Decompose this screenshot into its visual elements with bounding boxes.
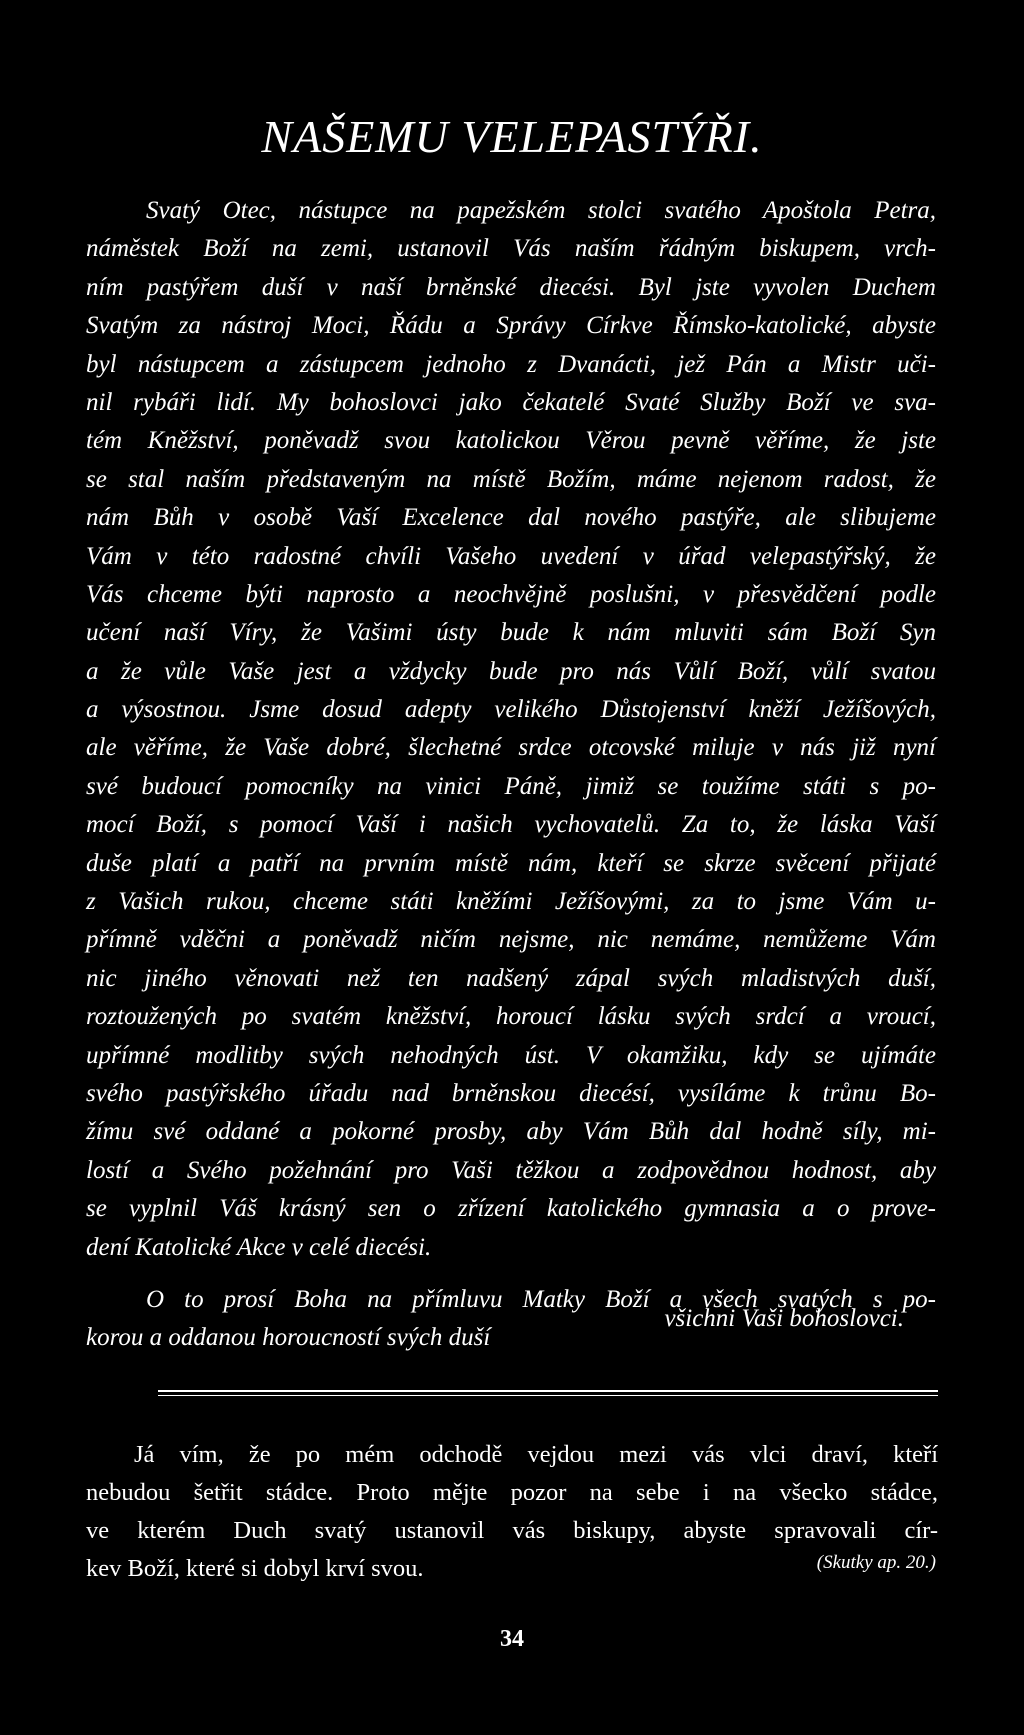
quote-line: Já vím, že po mém odchodě vejdou mezi vás vlci draví, kteří xyxy=(134,1441,938,1468)
text-line: a že vůle Vaše jest a vždycky bude pro nás Vůlí Boží, vůlí svatou xyxy=(86,657,936,685)
text-line: Svatý Otec, nástupce na papežském stolci svatého Apoštola Petra, xyxy=(146,197,936,224)
text-line: Svatým za nástroj Moci, Řádu a Správy Církve Římsko-katolické, abyste xyxy=(86,312,936,340)
text-line: tém Kněžství, poněvadž svou katolickou Věrou pevně věříme, že jste xyxy=(86,427,936,455)
text-line: O to prosí Boha na přímluvu Matky Boží a všech svatých s po- xyxy=(146,1285,936,1313)
text-line: žímu své oddané a pokorné prosby, aby Vám Bůh dal hodně síly, mi- xyxy=(86,1118,936,1146)
paragraph-gap xyxy=(86,1267,936,1281)
page-number: 34 xyxy=(500,1626,524,1652)
text-line: Vás chceme býti naprosto a neochvějně poslušni, v přesvědčení podle xyxy=(86,580,936,608)
text-line: přímně vděčni a poněvadž ničím nejsme, nic nemáme, nemůžeme Vám xyxy=(86,926,936,954)
quote-source: (Skutky ap. 20.) xyxy=(816,1552,936,1573)
text-line: ním pastýřem duší v naší brněnské diecési. Byl jste vyvolen Duchem xyxy=(86,273,936,301)
text-line: dení Katolické Akce v celé diecési. xyxy=(86,1233,432,1261)
text-line: lostí a Svého požehnání pro Vaši těžkou a zodpovědnou hodnost, aby xyxy=(86,1156,936,1184)
text-line: byl nástupcem a zástupcem jednoho z Dvanácti, jež Pán a Mistr uči- xyxy=(86,350,936,378)
text-line: nic jiného věnovati než ten nadšený zápal svých mladistvých duší, xyxy=(86,964,936,992)
quote-line: ve kterém Duch svatý ustanovil vás biskupy, abyste spravovali cír- xyxy=(86,1517,938,1544)
text-line: svého pastýřského úřadu nad brněnskou diecésí, vysíláme k trůnu Bo- xyxy=(86,1079,936,1107)
quote-line: kev Boží, které si dobyl krví svou. xyxy=(86,1555,424,1582)
text-line: učení naší Víry, že Vašimi ústy bude k nám mluviti sám Boží Syn xyxy=(86,619,936,647)
scripture-quote xyxy=(86,1436,938,1588)
text-line: upřímné modlitby svých nehodných úst. V okamžiku, kdy se ujímáte xyxy=(86,1041,936,1069)
signature: všichni Vaši bohoslovci. xyxy=(664,1305,904,1332)
letter-paragraph-1 xyxy=(86,192,936,1267)
text-line: a výsostnou. Jsme dosud adepty velikého Důstojenství kněží Ježíšových, xyxy=(86,696,936,724)
text-line: Vám v této radostné chvíli Vašeho uvedení v úřad velepastýřský, že xyxy=(86,542,936,570)
text-line: své budoucí pomocníky na vinici Páně, jimiž se toužíme státi s po- xyxy=(86,772,936,800)
text-line: roztoužených po svatém kněžství, horoucí lásku svých srdcí a vroucí, xyxy=(86,1003,936,1031)
text-line: nám Bůh v osobě Vaší Excelence dal nového pastýře, ale slibujeme xyxy=(86,504,936,532)
page-title: NAŠEMU VELEPASTÝŘI. xyxy=(261,111,763,162)
divider-line xyxy=(158,1390,938,1392)
text-line: náměstek Boží na zemi, ustanovil Vás naším řádným biskupem, vrch- xyxy=(86,235,936,263)
quote-line: nebudou šetřit stádce. Proto mějte pozor na sebe i na všecko stádce, xyxy=(86,1479,938,1506)
text-line: se stal naším představeným na místě Božím, máme nejenom radost, že xyxy=(86,465,936,493)
text-line: ale věříme, že Vaše dobré, šlechetné srdce otcovské miluje v nás již nyní xyxy=(86,734,936,762)
text-line: duše platí a patří na prvním místě nám, kteří se skrze svěcení přijaté xyxy=(86,849,936,877)
text-line: korou a oddanou horoucností svých duší xyxy=(86,1324,491,1352)
divider-double-rule xyxy=(158,1390,938,1399)
text-line: mocí Boží, s pomocí Vaší i našich vychovatelů. Za to, že láska Vaší xyxy=(86,811,936,839)
letter-body xyxy=(86,192,936,1358)
divider-line xyxy=(158,1395,938,1396)
text-line: nil rybáři lidí. My bohoslovci jako čekatelé Svaté Služby Boží ve sva- xyxy=(86,388,936,416)
text-line: z Vašich rukou, chceme státi kněžími Ježíšovými, za to jsme Vám u- xyxy=(86,888,936,916)
text-line: se vyplnil Váš krásný sen o zřízení katolického gymnasia a o prove- xyxy=(86,1195,936,1223)
